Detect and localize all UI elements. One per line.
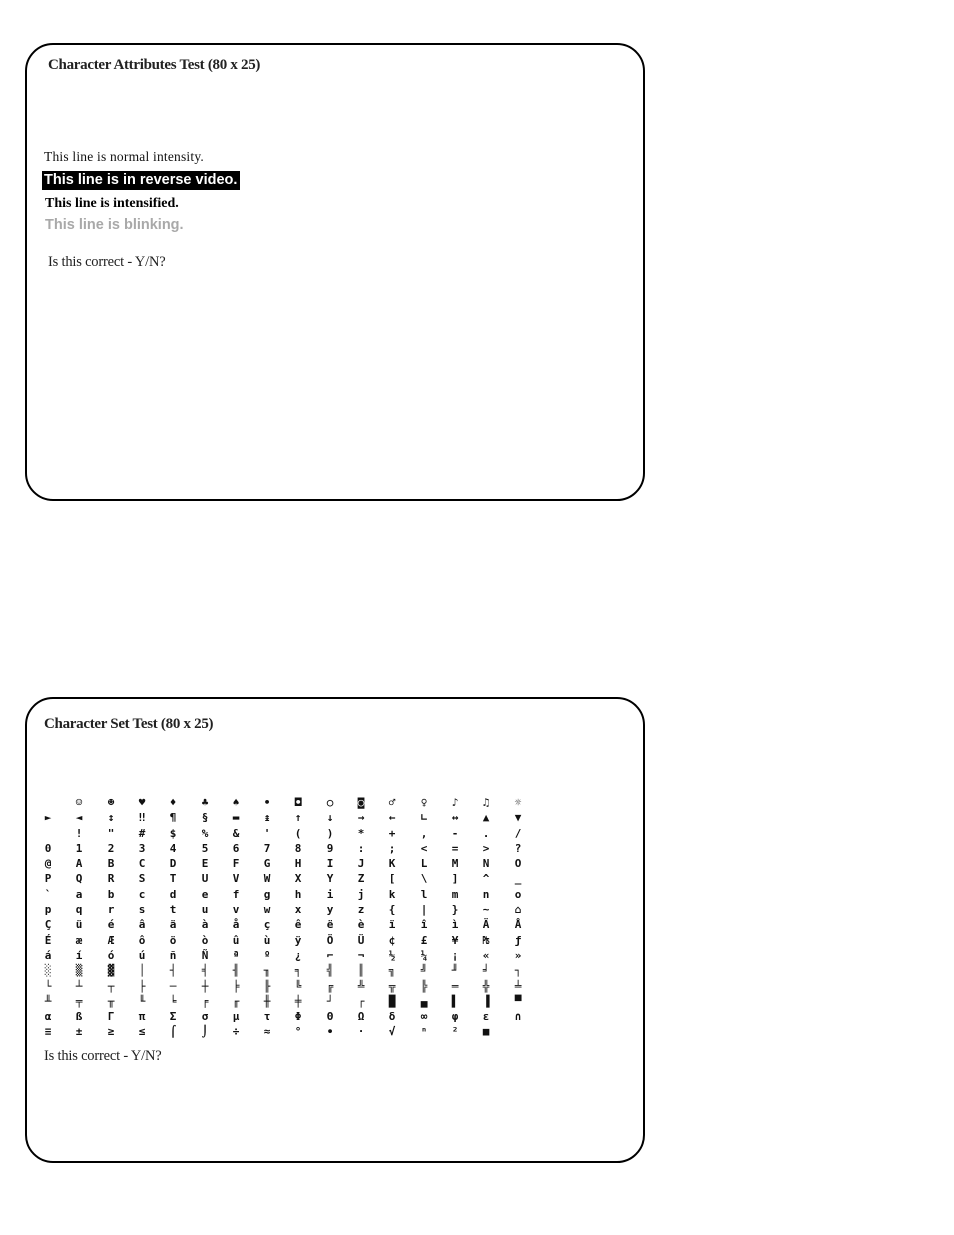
charset-column <box>166 795 180 1040</box>
charset-glyph: P <box>44 872 52 886</box>
charset-glyph: ╥ <box>107 994 115 1008</box>
charset-glyph: ò <box>201 933 209 947</box>
charset-glyph: 6 <box>232 841 240 855</box>
charset-glyph: ╡ <box>201 964 209 978</box>
charset-glyph: 4 <box>169 841 177 855</box>
character-set-screen <box>25 697 645 1163</box>
charset-glyph: ô <box>138 933 146 947</box>
charset-glyph: φ <box>451 1010 459 1024</box>
charset-glyph: V <box>232 872 240 886</box>
charset-glyph: ╩ <box>357 979 365 993</box>
charset-glyph: │ <box>138 964 146 978</box>
charset-glyph: x <box>294 903 302 917</box>
charset-glyph: " <box>107 826 115 840</box>
charset-glyph: ∩ <box>514 1010 522 1024</box>
charset-glyph: ╢ <box>232 964 240 978</box>
charset-glyph: W <box>263 872 271 886</box>
charset-glyph: Ñ <box>201 948 209 962</box>
charset-glyph: H <box>294 857 302 871</box>
charset-glyph: & <box>232 826 240 840</box>
charset-glyph: ) <box>326 826 334 840</box>
charset-glyph: ä <box>169 918 177 932</box>
charset-glyph: ç <box>263 918 271 932</box>
charset-glyph: ♦ <box>169 796 177 809</box>
charset-glyph: ♠ <box>232 796 240 809</box>
charset-glyph: ( <box>294 826 302 840</box>
charset-glyph: ☺ <box>75 796 83 809</box>
charset-glyph: ♥ <box>138 796 146 809</box>
charset-glyph: ê <box>294 918 302 932</box>
charset-glyph: U <box>201 872 209 886</box>
charset-glyph: D <box>169 857 177 871</box>
charset-glyph: a <box>75 887 83 901</box>
charset-glyph: → <box>357 811 365 825</box>
charset-glyph: L <box>420 857 428 871</box>
charset-glyph: ` <box>44 887 52 901</box>
charset-glyph: ═ <box>451 979 459 993</box>
charset-glyph: ╖ <box>263 964 271 978</box>
charset-glyph: · <box>357 1025 365 1039</box>
charset-glyph: Σ <box>169 1010 177 1024</box>
charset-glyph: ╬ <box>482 979 490 993</box>
charset-glyph: ↨ <box>263 811 271 825</box>
charset-glyph: ◄ <box>75 811 83 825</box>
charset-glyph: 7 <box>263 841 271 855</box>
charset-glyph: ª <box>232 948 240 962</box>
charset-glyph: ß <box>75 1010 83 1024</box>
charset-glyph: ► <box>44 811 52 825</box>
charset-glyph: ╛ <box>482 964 490 978</box>
charset-glyph: _ <box>514 872 522 886</box>
charset-glyph: √ <box>388 1025 396 1039</box>
charset-glyph: F <box>232 857 240 871</box>
charset-glyph: ¥ <box>451 933 459 947</box>
charset-glyph: ├ <box>138 979 146 993</box>
charset-glyph: C <box>138 857 146 871</box>
charset-column <box>41 795 55 1040</box>
charset-glyph: Æ <box>107 933 115 947</box>
charset-glyph: 5 <box>201 841 209 855</box>
charset-glyph: j <box>357 887 365 901</box>
charset-glyph: o <box>514 887 522 901</box>
charset-glyph: í <box>75 948 83 962</box>
charset-glyph: ╕ <box>294 964 302 978</box>
charset-glyph: ░ <box>44 964 52 978</box>
charset-glyph: ☻ <box>107 796 115 809</box>
charset-glyph: t <box>169 903 177 917</box>
charset-glyph: ∙ <box>326 1025 334 1039</box>
charset-glyph: σ <box>201 1010 209 1024</box>
charset-glyph: ∟ <box>420 811 428 825</box>
charset-glyph: n <box>482 887 490 901</box>
charset-glyph: Q <box>75 872 83 886</box>
charset-glyph: u <box>201 903 209 917</box>
charset-glyph: { <box>388 903 396 917</box>
charset-glyph: ≤ <box>138 1025 146 1039</box>
charset-glyph: ╧ <box>514 979 522 993</box>
charset-glyph: ↕ <box>107 811 115 825</box>
charset-glyph: k <box>388 887 396 901</box>
reverse-video-line: This line is in reverse video. <box>42 171 240 190</box>
charset-glyph: ⁿ <box>420 1025 428 1039</box>
charset-glyph <box>41 795 55 810</box>
charset-glyph: . <box>482 826 490 840</box>
charset-glyph: ┤ <box>169 964 177 978</box>
charset-glyph: ╠ <box>420 979 428 993</box>
charset-column <box>104 795 118 1040</box>
charset-glyph: ☼ <box>514 796 522 809</box>
charset-glyph <box>511 1024 525 1039</box>
charset-glyph: ─ <box>169 979 177 993</box>
charset-glyph: E <box>201 857 209 871</box>
charset-glyph: ⌂ <box>514 903 522 917</box>
charset-glyph: ± <box>75 1025 83 1039</box>
charset-glyph: r <box>107 903 115 917</box>
charset-glyph: [ <box>388 872 396 886</box>
charset-column <box>354 795 368 1040</box>
charset-glyph: ⌡ <box>201 1025 209 1039</box>
charset-glyph: l <box>420 887 428 901</box>
charset-column <box>417 795 431 1040</box>
charset-glyph: ▌ <box>451 994 459 1008</box>
charset-glyph: ¼ <box>420 948 428 962</box>
charset-glyph: ╦ <box>388 979 396 993</box>
charset-glyph: ← <box>388 811 396 825</box>
charset-glyph: K <box>388 857 396 871</box>
charset-glyph: e <box>201 887 209 901</box>
charset-glyph: º <box>263 948 271 962</box>
charset-glyph: ▼ <box>514 811 522 825</box>
charset-glyph: ╒ <box>201 994 209 1008</box>
charset-glyph: δ <box>388 1010 396 1024</box>
charset-glyph: û <box>232 933 240 947</box>
charset-glyph: ╜ <box>451 964 459 978</box>
charset-glyph: 2 <box>107 841 115 855</box>
charset-glyph: µ <box>232 1010 240 1024</box>
charset-glyph: T <box>169 872 177 886</box>
charset-glyph: ♂ <box>388 796 396 809</box>
charset-glyph: ┐ <box>514 964 522 978</box>
charset-glyph: ? <box>514 841 522 855</box>
charset-glyph: } <box>451 903 459 917</box>
charset-glyph: ‼ <box>138 811 146 825</box>
charset-glyph: R <box>107 872 115 886</box>
charset-glyph: * <box>357 826 365 840</box>
charset-glyph: ] <box>451 872 459 886</box>
charset-glyph: ∞ <box>420 1010 428 1024</box>
normal-intensity-line: This line is normal intensity. <box>44 149 204 164</box>
charset-glyph: ▀ <box>514 994 522 1008</box>
character-attributes-screen <box>25 43 645 501</box>
charset-glyph: , <box>420 826 428 840</box>
charset-glyph: w <box>263 903 271 917</box>
charset-glyph: ▐ <box>482 994 490 1008</box>
charset-glyph: ♪ <box>451 796 459 809</box>
charset-glyph: └ <box>44 979 52 993</box>
charset-glyph: h <box>294 887 302 901</box>
charset-glyph: z <box>357 903 365 917</box>
charset-glyph: ⌐ <box>326 948 334 962</box>
charset-glyph: @ <box>44 857 52 871</box>
charset-glyph: ↔ <box>451 811 459 825</box>
charset-glyph: J <box>357 857 365 871</box>
charset-glyph: ~ <box>482 903 490 917</box>
charset-glyph: ╙ <box>138 994 146 1008</box>
charset-glyph: 3 <box>138 841 146 855</box>
charset-glyph: > <box>482 841 490 855</box>
charset-glyph: É <box>44 933 52 947</box>
charset-glyph: ≈ <box>263 1025 271 1039</box>
charset-glyph: | <box>420 903 428 917</box>
charset-column <box>198 795 212 1040</box>
charset-glyph: ↓ <box>326 811 334 825</box>
charset-glyph: ╪ <box>294 994 302 1008</box>
charset-glyph <box>41 826 55 841</box>
charset-glyph: á <box>44 948 52 962</box>
charset-glyph: ñ <box>169 948 177 962</box>
charset-glyph: / <box>514 826 522 840</box>
charset-glyph: « <box>482 948 490 962</box>
charset-glyph: ' <box>263 826 271 840</box>
charset-glyph: = <box>451 841 459 855</box>
charset-glyph: ╣ <box>326 964 334 978</box>
charset-glyph: ½ <box>388 948 396 962</box>
charset-glyph: ¡ <box>451 948 459 962</box>
charset-glyph: q <box>75 903 83 917</box>
charset-column <box>385 795 399 1040</box>
charset-glyph: f <box>232 887 240 901</box>
charset-glyph: Θ <box>326 1010 334 1024</box>
charset-glyph: ╫ <box>263 994 271 1008</box>
charset-glyph: ▬ <box>232 811 240 825</box>
attributes-confirm-prompt: Is this correct - Y/N? <box>48 254 166 270</box>
charset-glyph: ï <box>388 918 396 932</box>
charset-glyph: < <box>420 841 428 855</box>
charset-glyph: █ <box>388 994 396 1008</box>
charset-glyph: ┬ <box>107 979 115 993</box>
charset-glyph: ÷ <box>232 1025 240 1039</box>
charset-column <box>135 795 149 1040</box>
charset-glyph: • <box>263 796 271 809</box>
charset-column <box>72 795 86 1040</box>
charset-glyph: Z <box>357 872 365 886</box>
blinking-line: This line is blinking. <box>45 217 184 233</box>
charset-glyph: ╤ <box>75 994 83 1008</box>
charset-glyph: ┼ <box>201 979 209 993</box>
charset-glyph: ƒ <box>514 933 522 947</box>
charset-glyph: æ <box>75 933 83 947</box>
charset-glyph: é <box>107 918 115 932</box>
charset-glyph: ╓ <box>232 994 240 1008</box>
charset-glyph: G <box>263 857 271 871</box>
charset-glyph: ◘ <box>294 796 302 809</box>
charset-glyph: î <box>420 918 428 932</box>
charset-glyph: ╚ <box>294 979 302 993</box>
charset-glyph: £ <box>420 933 428 947</box>
charset-grid <box>41 795 541 1040</box>
charset-glyph: # <box>138 826 146 840</box>
attributes-test-title: Character Attributes Test (80 x 25) <box>48 57 261 73</box>
charset-glyph: ù <box>263 933 271 947</box>
charset-glyph: ö <box>169 933 177 947</box>
charset-glyph: ¢ <box>388 933 396 947</box>
charset-column <box>229 795 243 1040</box>
charset-glyph: ┌ <box>357 994 365 1008</box>
charset-glyph: π <box>138 1010 146 1024</box>
charset-glyph: ╔ <box>326 979 334 993</box>
charset-glyph: ⌠ <box>169 1025 177 1039</box>
charset-column <box>479 795 493 1040</box>
charset-glyph: ╨ <box>44 994 52 1008</box>
charset-glyph: $ <box>169 826 177 840</box>
charset-glyph: Ö <box>326 933 334 947</box>
charset-glyph: ╗ <box>388 964 396 978</box>
charset-glyph: ² <box>451 1025 459 1039</box>
charset-glyph: ○ <box>326 796 334 809</box>
charset-glyph: ; <box>388 841 396 855</box>
charset-glyph: Γ <box>107 1010 115 1024</box>
charset-confirm-prompt: Is this correct - Y/N? <box>44 1048 162 1064</box>
charset-glyph: ÿ <box>294 933 302 947</box>
charset-glyph: ▓ <box>107 964 115 978</box>
charset-glyph: ¬ <box>357 948 365 962</box>
charset-glyph: à <box>201 918 209 932</box>
charset-glyph: α <box>44 1010 52 1024</box>
charset-glyph: % <box>201 826 209 840</box>
charset-glyph: Y <box>326 872 334 886</box>
charset-glyph: ó <box>107 948 115 962</box>
charset-glyph: § <box>201 811 209 825</box>
charset-glyph: å <box>232 918 240 932</box>
charset-glyph: ₧ <box>482 933 490 947</box>
charset-glyph: B <box>107 857 115 871</box>
charset-glyph: \ <box>420 872 428 886</box>
charset-glyph: ≥ <box>107 1025 115 1039</box>
charset-glyph: - <box>451 826 459 840</box>
charset-glyph: ↑ <box>294 811 302 825</box>
charset-glyph: Ω <box>357 1010 365 1024</box>
charset-glyph: » <box>514 948 522 962</box>
charset-glyph: Φ <box>294 1010 302 1024</box>
charset-column <box>323 795 337 1040</box>
charset-glyph: Ç <box>44 918 52 932</box>
charset-glyph: ¶ <box>169 811 177 825</box>
charset-glyph: ü <box>75 918 83 932</box>
charset-glyph: ♣ <box>201 796 209 809</box>
charset-glyph: Å <box>514 918 522 932</box>
charset-glyph: v <box>232 903 240 917</box>
charset-glyph: ^ <box>482 872 490 886</box>
charset-glyph: p <box>44 903 52 917</box>
intensified-line: This line is intensified. <box>45 196 179 211</box>
charset-glyph: ║ <box>357 964 365 978</box>
charset-glyph: ε <box>482 1010 490 1024</box>
charset-glyph: ▄ <box>420 994 428 1008</box>
charset-glyph: â <box>138 918 146 932</box>
charset-glyph: ▲ <box>482 811 490 825</box>
charset-column <box>448 795 462 1040</box>
charset-glyph: ┴ <box>75 979 83 993</box>
charset-glyph: Ü <box>357 933 365 947</box>
charset-glyph: ■ <box>482 1025 490 1039</box>
charset-test-title: Character Set Test (80 x 25) <box>44 716 214 732</box>
charset-glyph: S <box>138 872 146 886</box>
charset-glyph: ≡ <box>44 1025 52 1039</box>
charset-glyph: A <box>75 857 83 871</box>
charset-glyph: I <box>326 857 334 871</box>
charset-glyph: M <box>451 857 459 871</box>
charset-glyph: d <box>169 887 177 901</box>
charset-glyph: 1 <box>75 841 83 855</box>
charset-glyph: c <box>138 887 146 901</box>
charset-glyph: ! <box>75 826 83 840</box>
charset-glyph: 8 <box>294 841 302 855</box>
charset-glyph: O <box>514 857 522 871</box>
charset-glyph: ▒ <box>75 964 83 978</box>
charset-glyph: Ä <box>482 918 490 932</box>
charset-column <box>291 795 305 1040</box>
charset-column <box>511 795 525 1040</box>
charset-glyph: è <box>357 918 365 932</box>
charset-glyph: ♫ <box>482 796 490 809</box>
charset-glyph: X <box>294 872 302 886</box>
charset-glyph: ┘ <box>326 994 334 1008</box>
charset-glyph: : <box>357 841 365 855</box>
charset-glyph: ╟ <box>263 979 271 993</box>
charset-glyph: ì <box>451 918 459 932</box>
charset-glyph: + <box>388 826 396 840</box>
charset-glyph: ° <box>294 1025 302 1039</box>
charset-glyph: ♀ <box>420 796 428 809</box>
charset-glyph: m <box>451 887 459 901</box>
charset-glyph: ë <box>326 918 334 932</box>
charset-glyph: ╘ <box>169 994 177 1008</box>
charset-glyph: ú <box>138 948 146 962</box>
charset-column <box>260 795 274 1040</box>
charset-glyph: ◙ <box>357 796 365 809</box>
charset-glyph: 9 <box>326 841 334 855</box>
charset-glyph: s <box>138 903 146 917</box>
charset-glyph: ╞ <box>232 979 240 993</box>
charset-glyph: ╝ <box>420 964 428 978</box>
charset-glyph: y <box>326 903 334 917</box>
charset-glyph: 0 <box>44 841 52 855</box>
charset-glyph: τ <box>263 1010 271 1024</box>
charset-glyph: ¿ <box>294 948 302 962</box>
charset-glyph: b <box>107 887 115 901</box>
charset-glyph: i <box>326 887 334 901</box>
charset-glyph: g <box>263 887 271 901</box>
charset-glyph: N <box>482 857 490 871</box>
